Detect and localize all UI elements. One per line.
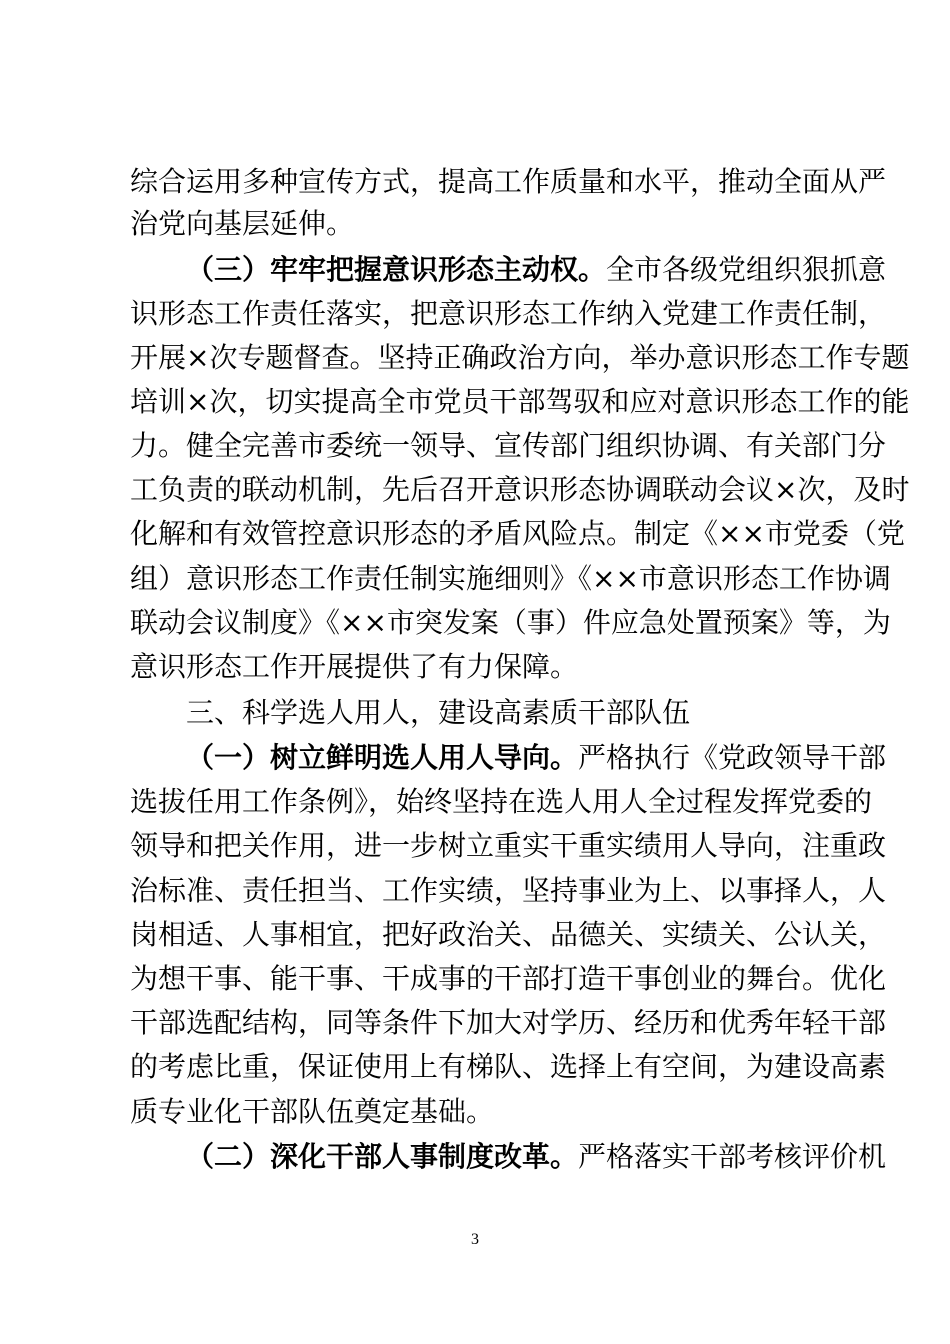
section-heading: （二）深化干部人事制度改革。: [186, 1140, 579, 1173]
paragraph-line: 干部选配结构，同等条件下加大对学历、经历和优秀年轻干部: [130, 1006, 887, 1039]
paragraph-line: 综合运用多种宣传方式，提高工作质量和水平，推动全面从严: [130, 165, 887, 198]
paragraph-line: 选拔任用工作条例》，始终坚持在选人用人全过程发挥党委的: [130, 785, 873, 818]
section-heading-line: （三）牢牢把握意识形态主动权。全市各级党组织狠抓意: [186, 253, 887, 286]
paragraph-line: 治党向基层延伸。: [130, 207, 355, 240]
paragraph-line: 化解和有效管控意识形态的矛盾风险点。制定《××市党委（党: [130, 517, 905, 550]
section-heading: （三）牢牢把握意识形态主动权。: [186, 253, 607, 286]
paragraph-line: 的考虑比重，保证使用上有梯队、选择上有空间，为建设高素: [130, 1050, 887, 1083]
paragraph-line: 开展×次专题督查。坚持正确政治方向，举办意识形态工作专题: [130, 341, 910, 374]
section-heading-line: （二）深化干部人事制度改革。严格落实干部考核评价机: [186, 1140, 887, 1173]
section-heading-line: （一）树立鲜明选人用人导向。严格执行《党政领导干部: [186, 741, 887, 774]
page-number: 3: [471, 1231, 479, 1248]
paragraph-line: 为想干事、能干事、干成事的干部打造干事创业的舞台。优化: [130, 962, 887, 995]
paragraph-line: 质专业化干部队伍奠定基础。: [130, 1095, 495, 1128]
section-heading: （一）树立鲜明选人用人导向。: [186, 741, 579, 774]
paragraph-line: 组）意识形态工作责任制实施细则》《××市意识形态工作协调: [130, 562, 891, 595]
paragraph-line: 联动会议制度》《××市突发案（事）件应急处置预案》等，为: [130, 606, 891, 639]
paragraph-line: 力。健全完善市委统一领导、宣传部门组织协调、有关部门分: [130, 429, 887, 462]
paragraph-line: 意识形态工作开展提供了有力保障。: [130, 650, 579, 683]
chapter-heading: 三、科学选人用人，建设高素质干部队伍: [186, 696, 691, 729]
paragraph-line: 识形态工作责任落实，把意识形态工作纳入党建工作责任制，: [130, 297, 887, 330]
paragraph-line: 岗相适、人事相宜，把好政治关、品德关、实绩关、公认关，: [130, 918, 887, 951]
paragraph-line: 工负责的联动机制，先后召开意识形态协调联动会议×次，及时: [130, 473, 910, 506]
paragraph-line: 领导和把关作用，进一步树立重实干重实绩用人导向，注重政: [130, 829, 887, 862]
paragraph-line: 培训×次，切实提高全市党员干部驾驭和应对意识形态工作的能: [130, 385, 910, 418]
paragraph-line: 治标准、责任担当、工作实绩，坚持事业为上、以事择人，人: [130, 874, 887, 907]
